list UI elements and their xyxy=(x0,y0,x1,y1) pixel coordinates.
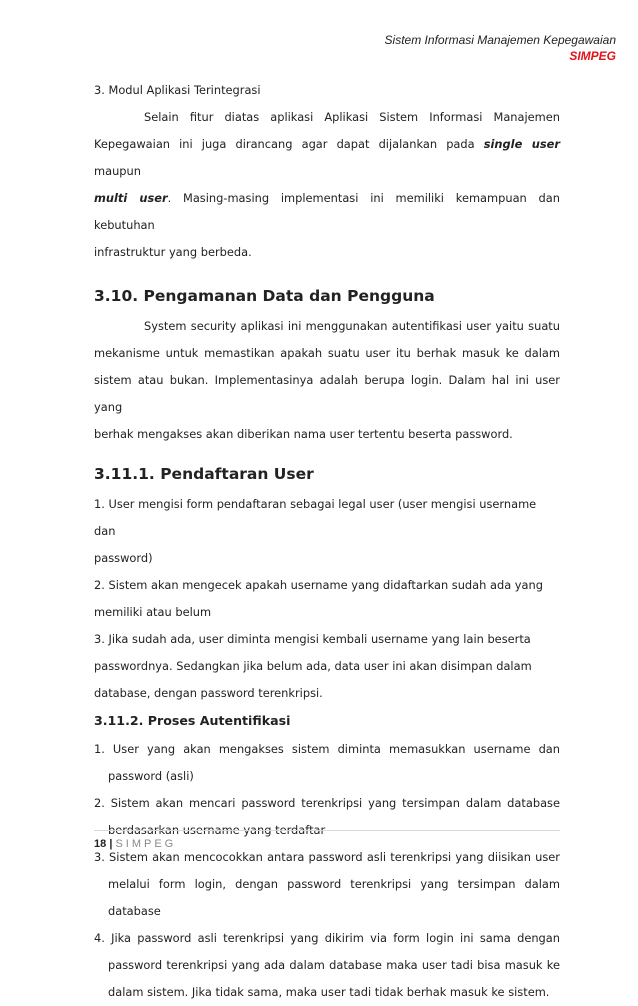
list-line: 3. Sistem akan mencocokkan antara password asli terenkripsi yang diisikan user xyxy=(94,850,560,864)
list-line: 1. User yang akan mengakses sistem diminta memasukkan username dan xyxy=(94,742,560,756)
paragraph-line: multi user. Masing-masing implementasi ini memiliki kemampuan dan kebutuhan xyxy=(94,191,560,232)
list-item xyxy=(94,844,560,925)
header-title: Sistem Informasi Manajemen Kepegawaian xyxy=(384,33,616,47)
footer-divider xyxy=(94,830,560,831)
list-line: password) xyxy=(94,551,153,565)
list-line: passwordnya. Sedangkan jika belum ada, data user ini akan disimpan dalam xyxy=(94,659,532,673)
footer-name: SIMPEG xyxy=(115,838,177,850)
page-number: 18 xyxy=(94,838,107,850)
list-line: 4. Jika password asli terenkripsi yang dikirim via form login ini sama dengan xyxy=(94,931,560,945)
list-line: database, dengan password terenkripsi. xyxy=(94,686,323,700)
list-line: password (asli) xyxy=(108,769,194,783)
emphasis-text: multi user xyxy=(94,191,168,205)
section-heading-3-11-1: 3.11.1. Pendaftaran User xyxy=(94,465,314,483)
list-item xyxy=(94,790,560,844)
header-subtitle: SIMPEG xyxy=(569,49,616,63)
paragraph-line: berhak mengakses akan diberikan nama user tertentu beserta password. xyxy=(94,427,513,441)
page-header xyxy=(385,32,616,64)
list-line: dalam sistem. Jika tidak sama, maka user tadi tidak berhak masuk ke sistem. xyxy=(108,985,550,999)
list-line: database xyxy=(108,904,161,918)
section-heading-3-10: 3.10. Pengamanan Data dan Pengguna xyxy=(94,287,435,305)
footer-separator: | xyxy=(109,838,113,850)
section-heading-modul: 3. Modul Aplikasi Terintegrasi xyxy=(94,83,261,97)
section-heading-3-11-2: 3.11.2. Proses Autentifikasi xyxy=(94,713,291,728)
list-item xyxy=(94,925,560,1006)
list-line: 1. User mengisi form pendaftaran sebagai legal user (user mengisi username dan xyxy=(94,497,537,538)
paragraph-line: mekanisme untuk memastikan apakah suatu user itu berhak masuk ke dalam xyxy=(94,346,560,360)
list-line: password terenkripsi yang ada dalam database maka user tadi bisa masuk ke xyxy=(108,958,560,972)
list-line: 2. Sistem akan mengecek apakah username yang didaftarkan sudah ada yang xyxy=(94,578,543,592)
list-line: melalui form login, dengan password terenkripsi yang tersimpan dalam xyxy=(108,877,560,891)
list-line: berdasarkan username yang terdaftar xyxy=(108,823,326,837)
page-footer xyxy=(94,838,176,850)
paragraph-line: sistem atau bukan. Implementasinya adalah berupa login. Dalam hal ini user yang xyxy=(94,373,560,414)
paragraph-line: Selain fitur diatas aplikasi Aplikasi Sistem Informasi Manajemen xyxy=(144,110,560,124)
list-item xyxy=(94,736,560,790)
emphasis-text: single user xyxy=(483,137,561,151)
paragraph-line: Kepegawaian ini juga dirancang agar dapat dijalankan pada single user maupun xyxy=(94,137,561,178)
list-line: 2. Sistem akan mencari password terenkripsi yang tersimpan dalam database xyxy=(94,796,560,810)
paragraph-line: infrastruktur yang berbeda. xyxy=(94,245,252,259)
page-content xyxy=(94,77,560,1006)
paragraph-line: System security aplikasi ini menggunakan autentifikasi user yaitu suatu xyxy=(144,319,560,333)
list-line: memiliki atau belum xyxy=(94,605,212,619)
list-line: 3. Jika sudah ada, user diminta mengisi kembali username yang lain beserta xyxy=(94,632,531,646)
